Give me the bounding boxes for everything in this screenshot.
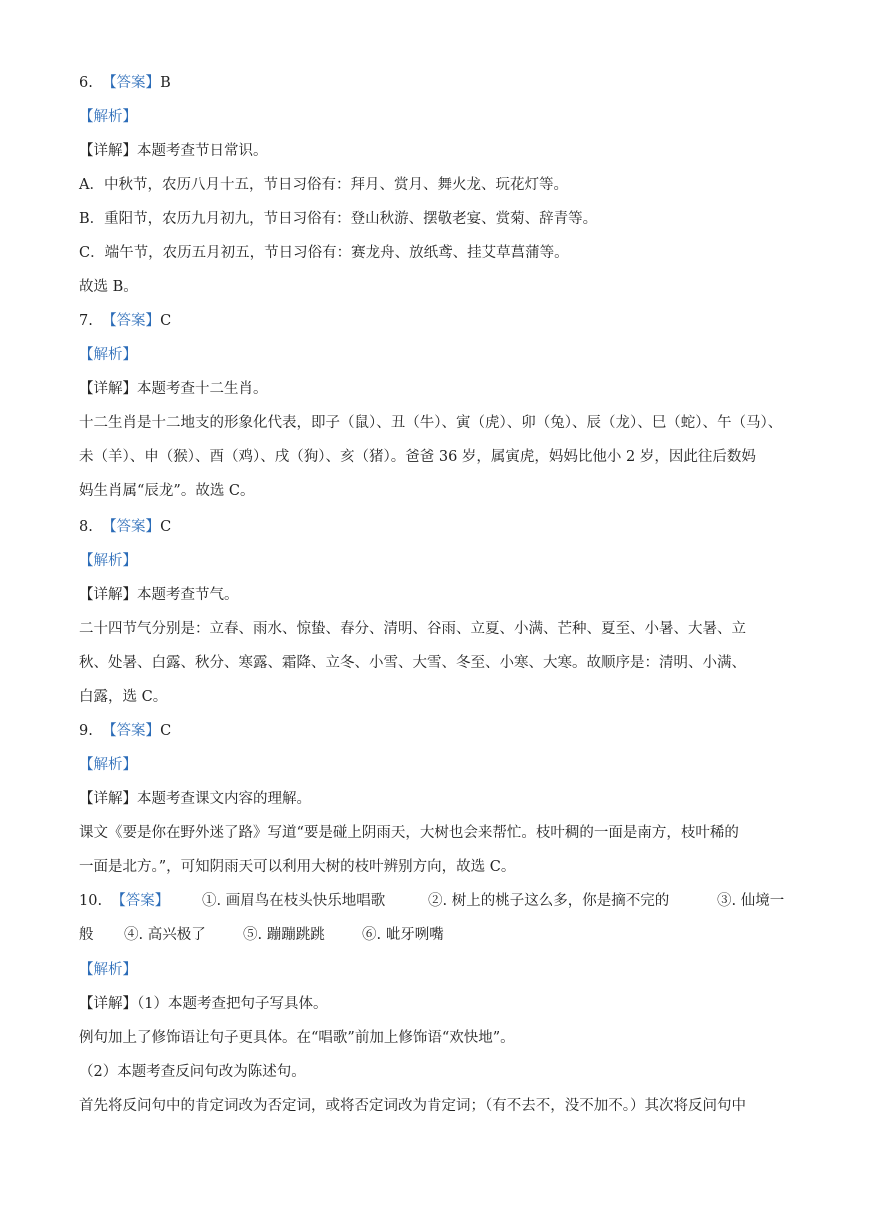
q9-line-1: 课文《要是你在野外迷了路》写道“要是碰上阴雨天，大树也会来帮忙。枝叶稠的一面是南方，枝叶稀的 [79, 825, 739, 841]
q10-number: 10. [79, 893, 103, 909]
q6-answer-tag: 【答案】 [102, 75, 161, 91]
q10-answer-2: ②. 树上的桃子这么多，你是摘不完的 [428, 893, 670, 909]
q10-answer-tag: 【答案】 [111, 893, 170, 909]
q9-detail-tag: 【详解】 [79, 791, 137, 807]
q6-analysis-tag: 【解析】 [79, 109, 137, 125]
q7-number: 7. [79, 313, 93, 329]
q6-conclusion: 故选 B。 [79, 279, 138, 295]
q7-detail-text: 本题考查十二生肖。 [137, 381, 268, 397]
q7-detail-line [79, 379, 268, 399]
q8-answer-tag: 【答案】 [102, 519, 161, 535]
q9-answer-line [79, 721, 171, 741]
q9-line-2: 一面是北方。”，可知阴雨天可以利用大树的枝叶辨别方向，故选 C。 [79, 859, 516, 875]
q6-detail-tag: 【详解】 [79, 143, 137, 159]
q6-answer-value: B [160, 75, 171, 91]
q9-answer-tag: 【答案】 [102, 723, 161, 739]
q6-line-a: A．中秋节，农历八月十五，节日习俗有：拜月、赏月、舞火龙、玩花灯等。 [79, 177, 568, 193]
q10-answer-line [79, 891, 169, 911]
q7-analysis-tag: 【解析】 [79, 347, 137, 363]
q9-detail-line [79, 789, 311, 809]
q8-analysis-tag: 【解析】 [79, 553, 137, 569]
q6-detail-text: 本题考查节日常识。 [137, 143, 268, 159]
q10-detail-text: （1）本题考查把句子写具体。 [137, 996, 328, 1012]
q7-line-2: 未（羊）、申（猴）、酉（鸡）、戌（狗）、亥（猪）。爸爸 36 岁，属寅虎，妈妈比他小 2 岁，因此往后数妈 [79, 449, 756, 465]
q6-line-c: C．端午节，农历五月初五，节日习俗有：赛龙舟、放纸鸢、挂艾草菖蒲等。 [79, 245, 569, 261]
q8-answer-value: C [160, 519, 172, 535]
q7-line-3: 妈生肖属“辰龙”。故选 C。 [79, 483, 255, 499]
q8-number: 8. [79, 519, 93, 535]
q10-line-3: 首先将反问句中的肯定词改为否定词，或将否定词改为肯定词；（有不去不，没不加不。）其次将反问句中 [79, 1098, 746, 1114]
q8-detail-text: 本题考查节气。 [137, 587, 239, 603]
q9-answer-value: C [160, 723, 172, 739]
q9-number: 9. [79, 723, 93, 739]
q9-analysis-tag: 【解析】 [79, 757, 137, 773]
q7-detail-tag: 【详解】 [79, 381, 137, 397]
q8-answer-line [79, 517, 171, 537]
q7-answer-line [79, 311, 171, 331]
q6-detail-line [79, 141, 268, 161]
q8-detail-line [79, 585, 239, 605]
q10-answer-4: ④. 高兴极了 [124, 927, 206, 943]
q8-line-1: 二十四节气分别是：立春、雨水、惊蛰、春分、清明、谷雨、立夏、小满、芒种、夏至、小暑、大暑、立 [79, 621, 746, 637]
q9-detail-text: 本题考查课文内容的理解。 [137, 791, 311, 807]
q7-answer-value: C [160, 313, 172, 329]
q10-answer-3: ③. 仙境一 [717, 893, 785, 909]
q10-detail-tag: 【详解】 [79, 996, 137, 1012]
q10-answer-6: ⑥. 呲牙咧嘴 [362, 927, 444, 943]
q10-line-2: （2）本题考查反问句改为陈述句。 [79, 1064, 306, 1080]
q8-line-3: 白露，选 C。 [79, 689, 168, 705]
q6-line-b: B．重阳节，农历九月初九，节日习俗有：登山秋游、摆敬老宴、赏菊、辞青等。 [79, 211, 598, 227]
q7-line-1: 十二生肖是十二地支的形象化代表，即子（鼠）、丑（牛）、寅（虎）、卯（兔）、辰（龙）、巳（蛇）、午（马）、 [79, 415, 783, 431]
q10-line-1: 例句加上了修饰语让句子更具体。在“唱歌”前加上修饰语“欢快地”。 [79, 1030, 515, 1046]
q8-line-2: 秋、处暑、白露、秋分、寒露、霜降、立冬、小雪、大雪、冬至、小寒、大寒。故顺序是：清明、小满、 [79, 655, 746, 671]
q7-answer-tag: 【答案】 [102, 313, 161, 329]
q6-answer-line [79, 73, 171, 93]
q8-detail-tag: 【详解】 [79, 587, 137, 603]
q10-detail-line [79, 994, 327, 1014]
q10-answer-5: ⑤. 蹦蹦跳跳 [243, 927, 325, 943]
q10-answer-3-cont: 般 [79, 927, 94, 943]
q6-number: 6. [79, 75, 93, 91]
q10-answer-1: ①. 画眉鸟在枝头快乐地唱歌 [202, 893, 386, 909]
q10-analysis-tag: 【解析】 [79, 962, 137, 978]
